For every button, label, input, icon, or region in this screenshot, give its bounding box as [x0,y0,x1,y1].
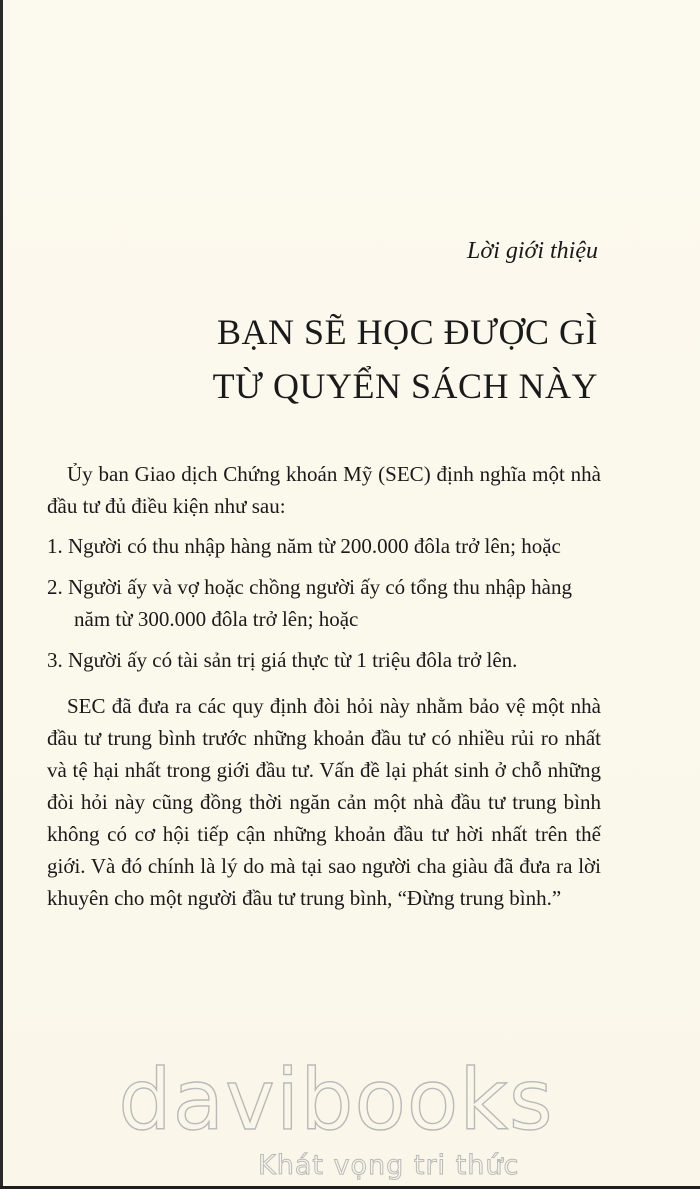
list-item: 2. Người ấy và vợ hoặc chồng người ấy có tổng thu nhập hàng năm từ 300.000 đôla trở lên; hoặc [47,575,572,631]
intro-paragraph: Ủy ban Giao dịch Chứng khoán Mỹ (SEC) định nghĩa một nhà đầu tư đủ điều kiện như sau: [47,462,601,518]
list-item: 1. Người có thu nhập hàng năm từ 200.000 đôla trở lên; hoặc [47,534,561,558]
list-item: 3. Người ấy có tài sản trị giá thực từ 1 triệu đôla trở lên. [47,648,518,672]
chapter-title [213,305,598,413]
criteria-list [47,530,601,676]
section-label: Lời giới thiệu [467,238,598,264]
watermark-logo: davibooks [118,1051,554,1149]
body-text [47,458,601,914]
chapter-title-line-2: TỪ QUYỂN SÁCH NÀY [212,366,598,406]
body-paragraph: SEC đã đưa ra các quy định đòi hỏi này nhằm bảo vệ một nhà đầu tư trung bình trước những khoản đầu tư có nhiều rủi ro nhất và tệ hại nhất trong giới đầu tư. Vấn đề lại phát sinh ở chỗ những đòi hỏi này cũng đồng thời ngăn cản một nhà đầu tư trung bình không có cơ hội tiếp cận những khoản đầu tư hời nhất trên thế giới. Và đó chính là lý do mà tại sao người cha giàu đã đưa ra lời khuyên cho một người đầu tư trung bình, “Đừng trung bình.” [47,694,601,910]
watermark-tagline: Khát vọng tri thức [258,1150,520,1181]
chapter-title-line-1: BẠN SẼ HỌC ĐƯỢC GÌ [217,312,598,352]
page-left-edge [0,0,3,1189]
